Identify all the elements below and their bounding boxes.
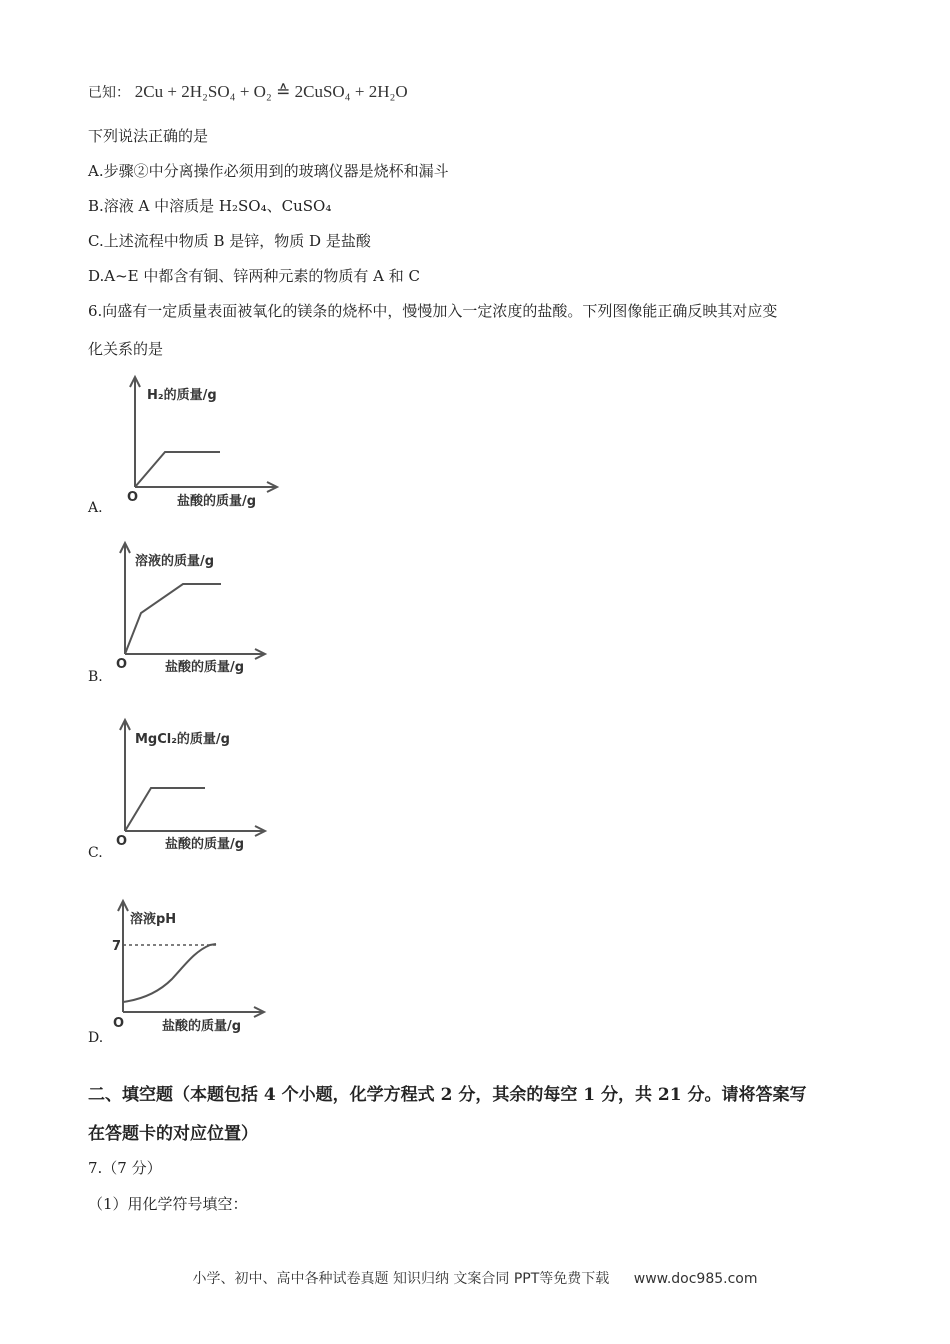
- section2-line2: 在答题卡的对应位置）: [88, 1124, 258, 1144]
- known-label: 已知：: [88, 85, 130, 101]
- graph-c-label: C.: [88, 845, 103, 861]
- graph-b-curve: [125, 584, 221, 654]
- section2-line1: 二、填空题（本题包括 4 个小题，化学方程式 2 分，其余的每空 1 分，共 21 分。请将答案写: [88, 1085, 807, 1105]
- q6-stem-line2: 化关系的是: [88, 340, 164, 358]
- graph-d-ytick: 7: [112, 939, 122, 954]
- graph-a-label: A.: [88, 500, 103, 516]
- footer: [0, 1268, 950, 1288]
- graph-a: [125, 375, 295, 515]
- graph-c: [113, 718, 283, 858]
- q5-option-c: C.上述流程中物质 B 是锌，物质 D 是盐酸: [88, 232, 371, 250]
- footer-text: 小学、初中、高中各种试卷真题 知识归纳 文案合同 PPT等免费下载: [192, 1271, 610, 1287]
- graph-b: [113, 541, 283, 681]
- graph-d: [110, 899, 280, 1039]
- graph-d-ylabel: 溶液pH: [130, 912, 177, 927]
- graph-b-xlabel: 盐酸的质量/g: [165, 660, 245, 675]
- graph-d-origin: O: [113, 1016, 125, 1031]
- q7-sub1: （1）用化学符号填空：: [88, 1195, 248, 1213]
- q5-option-d: D.A~E 中都含有铜、锌两种元素的物质有 A 和 C: [88, 267, 420, 285]
- graph-a-ylabel: H₂的质量/g: [147, 388, 217, 403]
- graph-c-ylabel: MgCl₂的质量/g: [135, 732, 230, 747]
- graph-a-xlabel: 盐酸的质量/g: [177, 494, 257, 509]
- q6-stem-line1: 6.向盛有一定质量表面被氧化的镁条的烧杯中，慢慢加入一定浓度的盐酸。下列图像能正确反映其对应变: [88, 302, 778, 320]
- q5-option-b: B.溶液 A 中溶质是 H₂SO₄、CuSO₄: [88, 197, 332, 215]
- graph-a-origin: O: [127, 490, 139, 505]
- graph-d-curve: [123, 944, 216, 1002]
- q7-title: 7.（7 分）: [88, 1159, 162, 1177]
- graph-d-label: D.: [88, 1030, 104, 1046]
- graph-c-xlabel: 盐酸的质量/g: [165, 837, 245, 852]
- q5-option-a: A.步骤②中分离操作必须用到的玻璃仪器是烧杯和漏斗: [88, 162, 449, 180]
- graph-b-ylabel: 溶液的质量/g: [135, 554, 215, 569]
- graph-c-curve: [125, 788, 205, 831]
- graph-b-origin: O: [116, 657, 128, 672]
- graph-b-label: B.: [88, 669, 103, 685]
- q5-stem: 下列说法正确的是: [88, 127, 209, 145]
- graph-c-origin: O: [116, 834, 128, 849]
- graph-d-xlabel: 盐酸的质量/g: [162, 1019, 242, 1034]
- known-equation: 2Cu + 2H₂SO₄ + O₂ ≙ 2CuSO₄ + 2H₂O: [134, 82, 408, 101]
- known-line: [88, 82, 408, 103]
- graph-a-curve: [135, 452, 220, 487]
- footer-url[interactable]: www.doc985.com: [633, 1271, 758, 1287]
